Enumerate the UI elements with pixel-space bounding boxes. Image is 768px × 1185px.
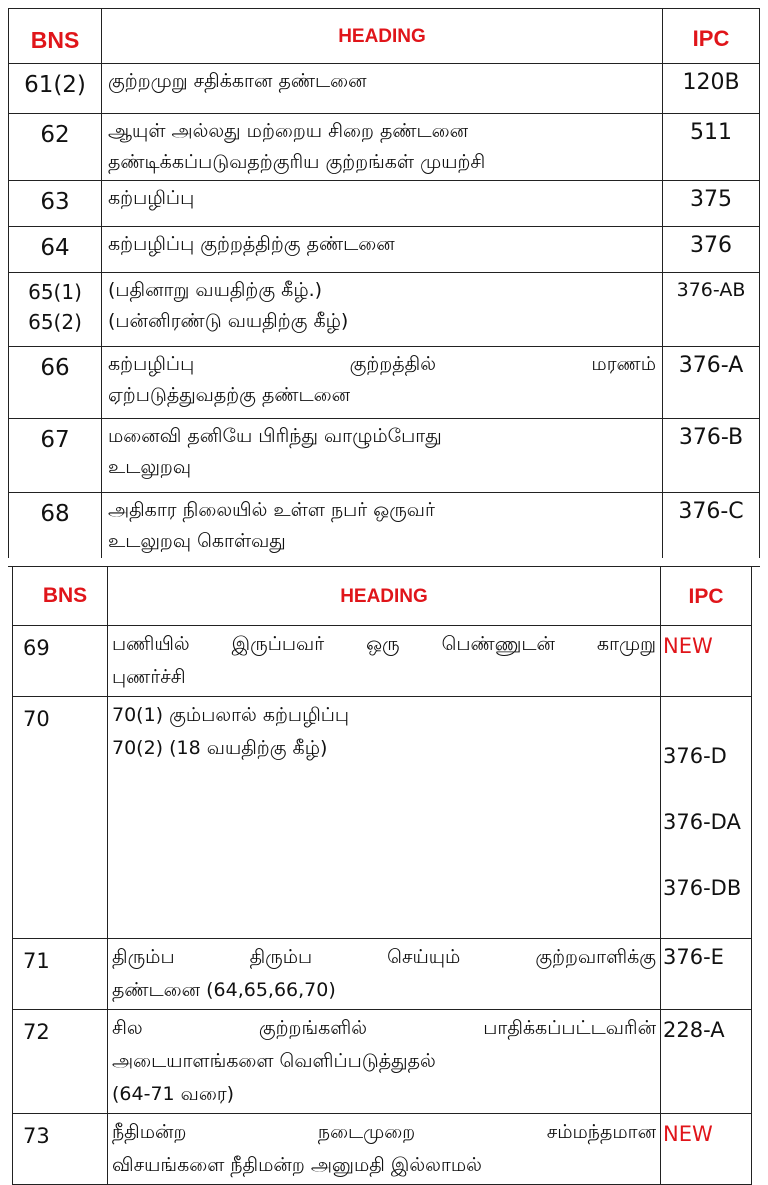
heading-cell: கற்பழிப்பு குற்றத்திற்கு தண்டனை: [102, 227, 663, 273]
heading-cell: (பதினாறு வயதிற்கு கீழ்.) (பன்னிரண்டு வயதிற்கு கீழ்): [102, 273, 663, 347]
header-row: [9, 9, 760, 64]
table-row: [9, 347, 760, 419]
heading-cell: 70(1) கும்பலால் கற்பழிப்பு 70(2) (18 வயதிற்கு கீழ்): [108, 697, 661, 939]
top-section-table: [8, 8, 760, 567]
ipc-cell: 376: [663, 227, 760, 273]
header-row: [13, 567, 752, 626]
table-row: [9, 227, 760, 273]
table-row: [9, 114, 760, 181]
table-row: [9, 493, 760, 567]
bns-cell: 70: [13, 697, 108, 939]
header-heading: HEADING: [108, 567, 661, 626]
table-row: [9, 64, 760, 114]
bns-cell: 69: [13, 626, 108, 697]
table-row: [13, 1010, 752, 1114]
heading-cell: சில குற்றங்களில் பாதிக்கப்பட்டவரின் அடையாளங்களை வெளிப்படுத்துதல் (64-71 வரை): [108, 1010, 661, 1114]
heading-cell: பணியில் இருப்பவர் ஒரு பெண்ணுடன் காமுறு புணர்ச்சி: [108, 626, 661, 697]
ipc-cell: 511: [663, 114, 760, 181]
ipc-cell: 376-A: [663, 347, 760, 419]
header-bns: BNS: [13, 567, 108, 626]
table-row: [13, 1114, 752, 1185]
bns-cell: 63: [9, 181, 102, 227]
heading-cell: குற்றமுறு சதிக்கான தண்டனை: [102, 64, 663, 114]
bns-cell: 61(2): [9, 64, 102, 114]
ipc-cell: 376-E: [661, 939, 752, 1010]
ipc-cell: 375: [663, 181, 760, 227]
heading-cell: ஆயுள் அல்லது மற்றைய சிறை தண்டனை தண்டிக்கப்படுவதற்குரிய குற்றங்கள் முயற்சி: [102, 114, 663, 181]
bns-cell: 68: [9, 493, 102, 567]
ipc-cell: 228-A: [661, 1010, 752, 1114]
section-divider: [0, 558, 768, 566]
table-row: [9, 273, 760, 347]
heading-cell: அதிகார நிலையில் உள்ள நபர் ஒருவர் உடலுறவு கொள்வது: [102, 493, 663, 567]
table-row: [13, 626, 752, 697]
bns-cell: 67: [9, 419, 102, 493]
bns-cell: 66: [9, 347, 102, 419]
ipc-cell: 120B: [663, 64, 760, 114]
ipc-cell: NEW: [661, 626, 752, 697]
table-row: [13, 939, 752, 1010]
heading-cell: திரும்ப திரும்ப செய்யும் குற்றவாளிக்கு தண்டனை (64,65,66,70): [108, 939, 661, 1010]
bottom-section-table: [12, 566, 752, 1185]
table-row: [13, 697, 752, 939]
bns-cell: 73: [13, 1114, 108, 1185]
ipc-cell: 376-B: [663, 419, 760, 493]
bns-cell: 65(1) 65(2): [9, 273, 102, 347]
table-row: [9, 419, 760, 493]
bns-cell: 62: [9, 114, 102, 181]
ipc-cell: NEW: [661, 1114, 752, 1185]
bns-cell: 72: [13, 1010, 108, 1114]
bns-cell: 64: [9, 227, 102, 273]
header-heading: HEADING: [102, 9, 663, 64]
heading-cell: மனைவி தனியே பிரிந்து வாழும்போது உடலுறவு: [102, 419, 663, 493]
heading-cell: கற்பழிப்பு குற்றத்தில் மரணம் ஏற்படுத்துவதற்கு தண்டனை: [102, 347, 663, 419]
header-bns: BNS: [9, 9, 102, 64]
header-ipc: IPC: [661, 567, 752, 626]
ipc-cell: 376-D 376-DA 376-DB: [661, 697, 752, 939]
ipc-cell: 376-AB: [663, 273, 760, 347]
heading-cell: நீதிமன்ற நடைமுறை சம்மந்தமான விசயங்களை நீதிமன்ற அனுமதி இல்லாமல்: [108, 1114, 661, 1185]
bns-cell: 71: [13, 939, 108, 1010]
header-ipc: IPC: [663, 9, 760, 64]
table-row: [9, 181, 760, 227]
heading-cell: கற்பழிப்பு: [102, 181, 663, 227]
ipc-cell: 376-C: [663, 493, 760, 567]
